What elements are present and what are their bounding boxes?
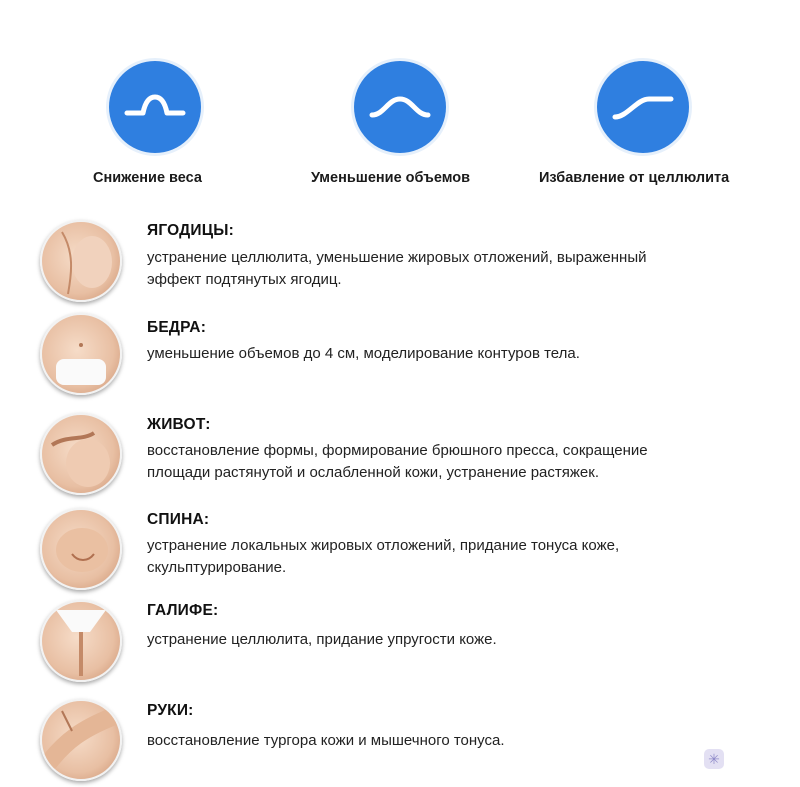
breeches-photo [40, 600, 122, 682]
area-title: СПИНА: [147, 511, 210, 528]
buttocks-photo [40, 220, 122, 302]
area-description-line: устранение целлюлита, придание упругости коже. [147, 631, 497, 648]
area-description-line: уменьшение объемов до 4 см, моделирование контуров тела. [147, 345, 580, 362]
step-curve-icon [597, 61, 689, 153]
bell-curve-icon [354, 61, 446, 153]
belly-photo [40, 413, 122, 495]
back-photo [40, 508, 122, 590]
area-title: ЯГОДИЦЫ: [147, 222, 235, 239]
area-description [147, 343, 747, 365]
hips-photo [40, 313, 122, 395]
area-title: РУКИ: [147, 702, 194, 719]
feature-label-cellulite: Избавление от целлюлита [539, 170, 730, 186]
area-title: ЖИВОТ: [147, 416, 211, 433]
area-description-line: скульптурирование. [147, 559, 287, 576]
sparkle-icon: ✳ [704, 749, 724, 769]
area-description-line: площади растянутой и ослабленной кожи, устранение растяжек. [147, 464, 599, 481]
area-description [147, 247, 747, 291]
area-description [147, 629, 747, 651]
area-description [147, 440, 747, 484]
area-description-line: устранение целлюлита, уменьшение жировых отложений, выраженный [147, 249, 647, 266]
area-title: БЕДРА: [147, 319, 207, 336]
area-description-line: восстановление тургора кожи и мышечного тонуса. [147, 732, 505, 749]
single-wave-icon [109, 61, 201, 153]
area-description-line: устранение локальных жировых отложений, придание тонуса коже, [147, 537, 620, 554]
area-description [147, 535, 747, 579]
area-description-line: эффект подтянутых ягодиц. [147, 271, 342, 288]
feature-label-volume-reduction: Уменьшение объемов [311, 170, 471, 186]
arms-photo [40, 699, 122, 781]
feature-label-weight-loss: Снижение веса [93, 170, 202, 186]
area-title: ГАЛИФЕ: [147, 602, 219, 619]
area-description-line: восстановление формы, формирование брюшного пресса, сокращение [147, 442, 648, 459]
area-description [147, 730, 747, 752]
